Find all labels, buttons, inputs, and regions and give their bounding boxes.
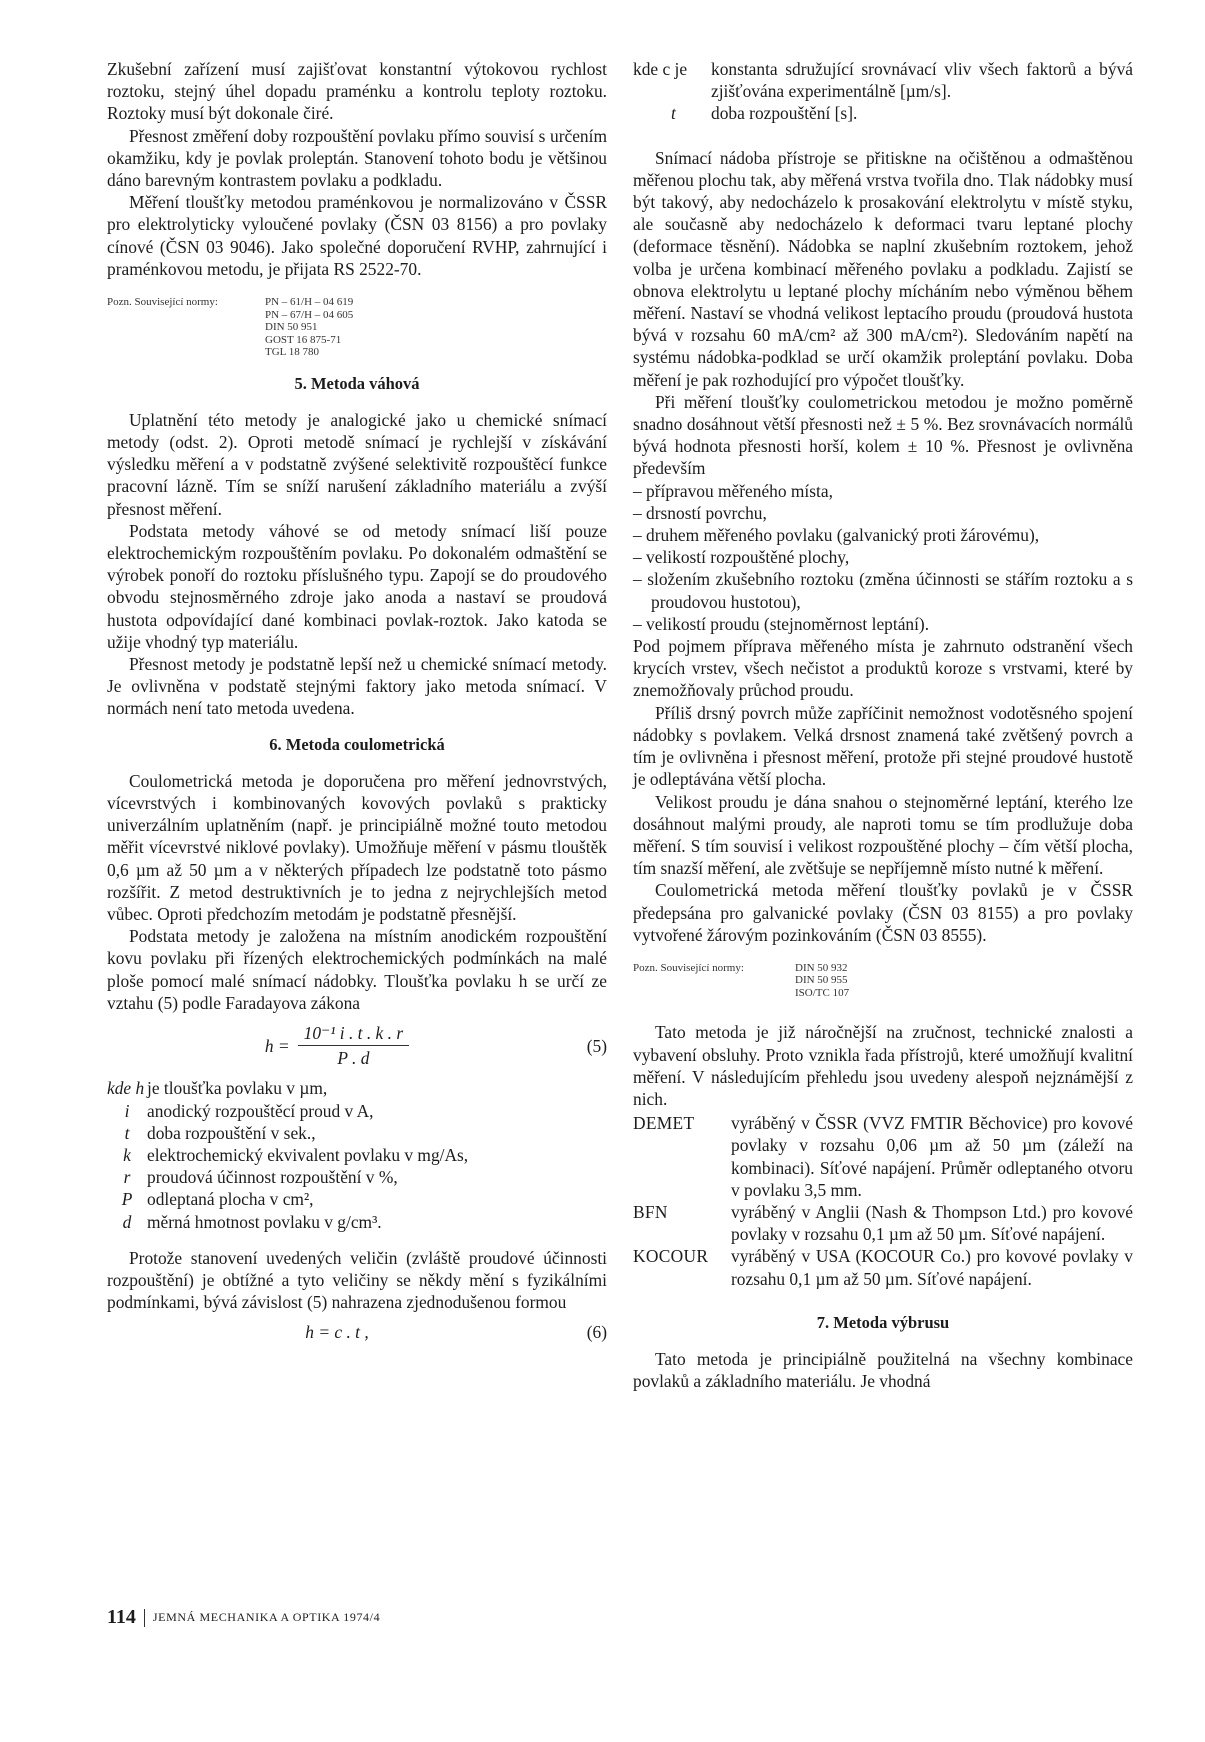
instrument-description: vyráběný v USA (KOCOUR Co.) pro kovové povlaky v rozsahu 0,1 µm až 50 µm. Síťové napájení. xyxy=(731,1246,1133,1289)
equation-number: (5) xyxy=(586,1035,607,1056)
page-number: 114 xyxy=(107,1606,136,1628)
equation-lhs: h = xyxy=(264,1035,290,1056)
variable-symbol: k xyxy=(123,1145,131,1166)
related-standards-note xyxy=(107,296,607,359)
instrument-list xyxy=(633,1112,1133,1290)
variable-symbol: P xyxy=(121,1189,133,1210)
variable-description: je tloušťka povlaku v µm, xyxy=(147,1078,328,1099)
paragraph: Podstata metody váhové se od metody snímací liší pouze elektrochemickým rozpouštěním povlaku. Po dokonalém odmaštění se výrobek ponoří do roztoku příslušného typu. Zapojí se do proudového obvodu stejnosměrného zdroje jako anoda a nastaví se proudová hustota odpovídající dané kombinaci povlak-roztok. Jako katoda se užije vhodný typ materiálu. xyxy=(107,520,607,652)
left-column xyxy=(107,58,607,1352)
instrument-description: vyráběný v Anglii (Nash & Thompson Ltd.) pro kovové povlaky v rozsahu 0,1 µm až 50 µm. Síťové napájení. xyxy=(731,1202,1133,1245)
section-heading: 5. Metoda váhová xyxy=(294,373,420,393)
paragraph: Uplatnění této metody je analogické jako u chemické snímací metody (odst. 2). Oproti metodě snímací je rychlejší v získávání výsledku měření a v podstatně zvýšené selektivitě rozpouštěcí funkce pracovní lázně. Tím se sníží narušení základního materiálu a zvýší přesnost měření. xyxy=(107,409,607,519)
standard-item: ISO/TC 107 xyxy=(795,986,850,999)
variable-symbol: r xyxy=(123,1167,131,1188)
variable-description: doba rozpouštění [s]. xyxy=(711,103,858,124)
equation-number: (6) xyxy=(586,1322,607,1343)
instrument-name: BFN xyxy=(633,1202,668,1223)
paragraph: Přesnost změření doby rozpouštění povlaku přímo souvisí s určením okamžiku, kdy je povlak proleptán. Stanovení tohoto bodu je většinou dáno barevným kontrastem povlaku a podkladu. xyxy=(107,125,607,191)
footer-divider xyxy=(144,1609,145,1627)
standard-item: DIN 50 951 xyxy=(265,321,318,334)
list-item: – velikostí rozpouštěné plochy, xyxy=(633,547,850,568)
variable-symbol: d xyxy=(122,1211,132,1232)
variable-symbol: t xyxy=(124,1122,130,1143)
paragraph: Coulometrická metoda měření tloušťky povlaků je v ČSSR předepsána pro galvanické povlaky (ČSN 03 8155) a pro povlaky vytvořené žárovým pozinkováním (ČSN 03 8555). xyxy=(633,880,1133,945)
variable-list xyxy=(633,58,1133,125)
variable-description: proudová účinnost rozpouštění v %, xyxy=(147,1167,398,1188)
variable-symbol: t xyxy=(671,103,676,124)
note-label: Pozn. Související normy: xyxy=(633,961,744,974)
standard-item: PN – 61/H – 04 619 xyxy=(265,296,354,309)
list-item: – velikostí proudu (stejnoměrnost leptání). xyxy=(633,613,930,634)
variable-description: odleptaná plocha v cm², xyxy=(147,1189,314,1210)
variable-symbol: kde h xyxy=(107,1078,145,1099)
standard-item: DIN 50 932 xyxy=(795,961,848,974)
paragraph: Velikost proudu je dána snahou o stejnoměrné leptání, kterého lze dosáhnout malými proudy, ale naproti tomu se tím prodlužuje doba měření. S tím souvisí i velikost rozpouštěné plochy – čím větší plocha, tím snazší měření, ale zvětšuje se nepříjemně místo nutné k měření. xyxy=(633,791,1133,879)
standard-item: DIN 50 955 xyxy=(795,974,848,987)
paragraph: Zkušební zařízení musí zajišťovat konstantní výtokovou rychlost roztoku, stejný úhel dopadu praménku a kontrolu teploty roztoku. Roztoky musí být dokonale čiré. xyxy=(107,59,607,124)
list-item: – druhem měřeného povlaku (galvanický proti žárovému), xyxy=(633,525,1040,546)
related-standards-note xyxy=(633,962,1133,1000)
section-heading: 7. Metoda výbrusu xyxy=(816,1312,950,1332)
paragraph: Podstata metody je založena na místním anodickém rozpouštění kovu povlaku při řízených elektrochemických podmínkách na malé ploše pomocí malé snímací nádobky. Tloušťka povlaku h se určí ze vztahu (5) podle Faradayova zákona xyxy=(107,926,607,1013)
paragraph: Přesnost metody je podstatně lepší než u chemické snímací metody. Je ovlivněna v podstatě stejnými faktory jako metoda snímací. V normách není tato metoda uvedena. xyxy=(107,653,607,719)
equation-body: h = c . t , xyxy=(305,1322,369,1343)
page-footer xyxy=(107,1606,380,1629)
paragraph: Tato metoda je principiálně použitelná na všechny kombinace povlaků a základního materiálu. Je vhodná xyxy=(633,1349,1133,1392)
right-column xyxy=(633,58,1133,1392)
list-item: – přípravou měřeného místa, xyxy=(633,480,833,501)
paragraph: Příliš drsný povrch může zapříčinit nemožnost vodotěsného spojení nádobky s povlakem. Velká drsnost znamená také zvětšený povrch a tím je ovlivněna i přesnost měření, protože při stejné proudové hustotě je odleptávána větší plocha. xyxy=(633,702,1133,790)
paragraph: Při měření tloušťky coulometrickou metodou je možno poměrně snadno dosáhnout větší přesnosti než ± 5 %. Bez srovnávacích normálů bývá hodnota přesnosti horší, kolem ± 10 %. Přesnost je ovlivněna především xyxy=(633,391,1133,479)
list-item: – složením zkušebního roztoku (změna účinnosti se stářím roztoku a s proudovou hustotou), xyxy=(633,569,1133,612)
variable-description: doba rozpouštění v sek., xyxy=(147,1122,316,1143)
paragraph: Pod pojmem příprava měřeného místa je zahrnuto odstranění všech krycích vrstev, všech nečistot a produktů koroze s vrstvami, které by znemožňovaly průchod proudu. xyxy=(633,636,1133,701)
equation-5 xyxy=(107,1022,607,1069)
instrument-name: DEMET xyxy=(633,1113,695,1134)
journal-name: JEMNÁ MECHANIKA A OPTIKA 1974/4 xyxy=(152,1610,381,1624)
standard-item: TGL 18 780 xyxy=(265,346,319,359)
instrument-name: KOCOUR xyxy=(633,1246,709,1267)
variable-description: anodický rozpouštěcí proud v A, xyxy=(147,1100,374,1121)
note-items xyxy=(795,962,849,1000)
fraction-numerator: 10⁻¹ i . t . k . r xyxy=(298,1022,409,1046)
factor-list xyxy=(633,480,1133,635)
instrument-description: vyráběný v ČSSR (VVZ FMTIR Běchovice) pro kovové povlaky v rozsahu 0,06 µm až 50 µm (záleží na kombinaci). Síťové napájení. Průměr odleptaného otvoru v povlaku 3,5 mm. xyxy=(731,1113,1133,1200)
list-item: – drsností povrchu, xyxy=(633,502,767,523)
paragraph: Snímací nádoba přístroje se přitiskne na očištěnou a odmaštěnou měřenou plochu tak, aby měřená vrstva tvořila dno. Tlak nádobky musí být takový, aby nedocházelo k prosakování elektrolytu v místě styku, ale současně aby nedocházelo k deformaci tvaru leptané plochy (deformace těsnění). Nádobka se naplní zkušebním roztokem, jehož volba je určena kombinací měřeného povlaku a podkladu. Zajistí se obnova elektrolytu u leptané plochy mícháním nebo výměnou během měření. Nastaví se vhodná velikost leptacího proudu (proudová hustota bývá v rozsahu 60 mA/cm² až 300 mA/cm²). Sledováním napětí na systému nádobka-podklad se určí okamžik proleptání povlaku. Doba měření je pak rozhodující pro výpočet tloušťky. xyxy=(633,147,1133,390)
note-label: Pozn. Související normy: xyxy=(107,296,218,309)
note-items xyxy=(265,296,353,359)
paragraph: Měření tloušťky metodou praménkovou je normalizováno v ČSSR pro elektrolyticky vyloučené povlaky (ČSN 03 8156) a pro povlaky cínové (ČSN 03 9046). Jako společné doporučení RVHP, zahrnující i praménkovou metodu, je přijata RS 2522-70. xyxy=(107,192,607,279)
variable-description: elektrochemický ekvivalent povlaku v mg/As, xyxy=(147,1145,469,1166)
paragraph: Coulometrická metoda je doporučena pro měření jednovrstvých, vícevrstvých i kombinovaných kovových povlaků s prakticky univerzálním uplatněním (např. je principiálně možné touto metodou měřit vícevrstvé niklové povlaky). Umožňuje měření v pásmu tlouštěk 0,6 µm až 50 µm a v některých případech lze podstatně toto pásmo rozšířit. Z metod destruktivních je to jedna z nejrychlejších metod vůbec. Oproti předchozím metodám je podstatně přesnější. xyxy=(107,770,607,924)
section-heading: 6. Metoda coulometrická xyxy=(269,734,445,754)
variable-list xyxy=(107,1077,607,1232)
standard-item: GOST 16 875-71 xyxy=(265,333,342,346)
variable-symbol: kde c je xyxy=(633,59,688,79)
fraction-denominator: P . d xyxy=(337,1048,370,1069)
standard-item: PN – 67/H – 04 605 xyxy=(265,308,354,321)
variable-description: konstanta sdružující srovnávací vliv všech faktorů a bývá zjišťována experimentálně [µm/s]. xyxy=(711,59,1133,102)
equation-6 xyxy=(107,1321,607,1343)
paragraph: Tato metoda je již náročnější na zručnost, technické znalosti a vybavení obsluhy. Proto vznikla řada přístrojů, které umožňují kvalitní měření. V následujícím přehledu jsou uvedeny alespoň nejznámější z nich. xyxy=(633,1022,1133,1110)
variable-description: měrná hmotnost povlaku v g/cm³. xyxy=(147,1211,382,1232)
equation-fraction xyxy=(298,1022,409,1069)
paragraph: Protože stanovení uvedených veličin (zvláště proudové účinnosti rozpouštění) je obtížné a tyto veličiny se někdy mění s fyzikálními podmínkami, bývá závislost (5) nahrazena zjednodušenou formou xyxy=(107,1247,607,1313)
variable-symbol: i xyxy=(124,1100,130,1121)
